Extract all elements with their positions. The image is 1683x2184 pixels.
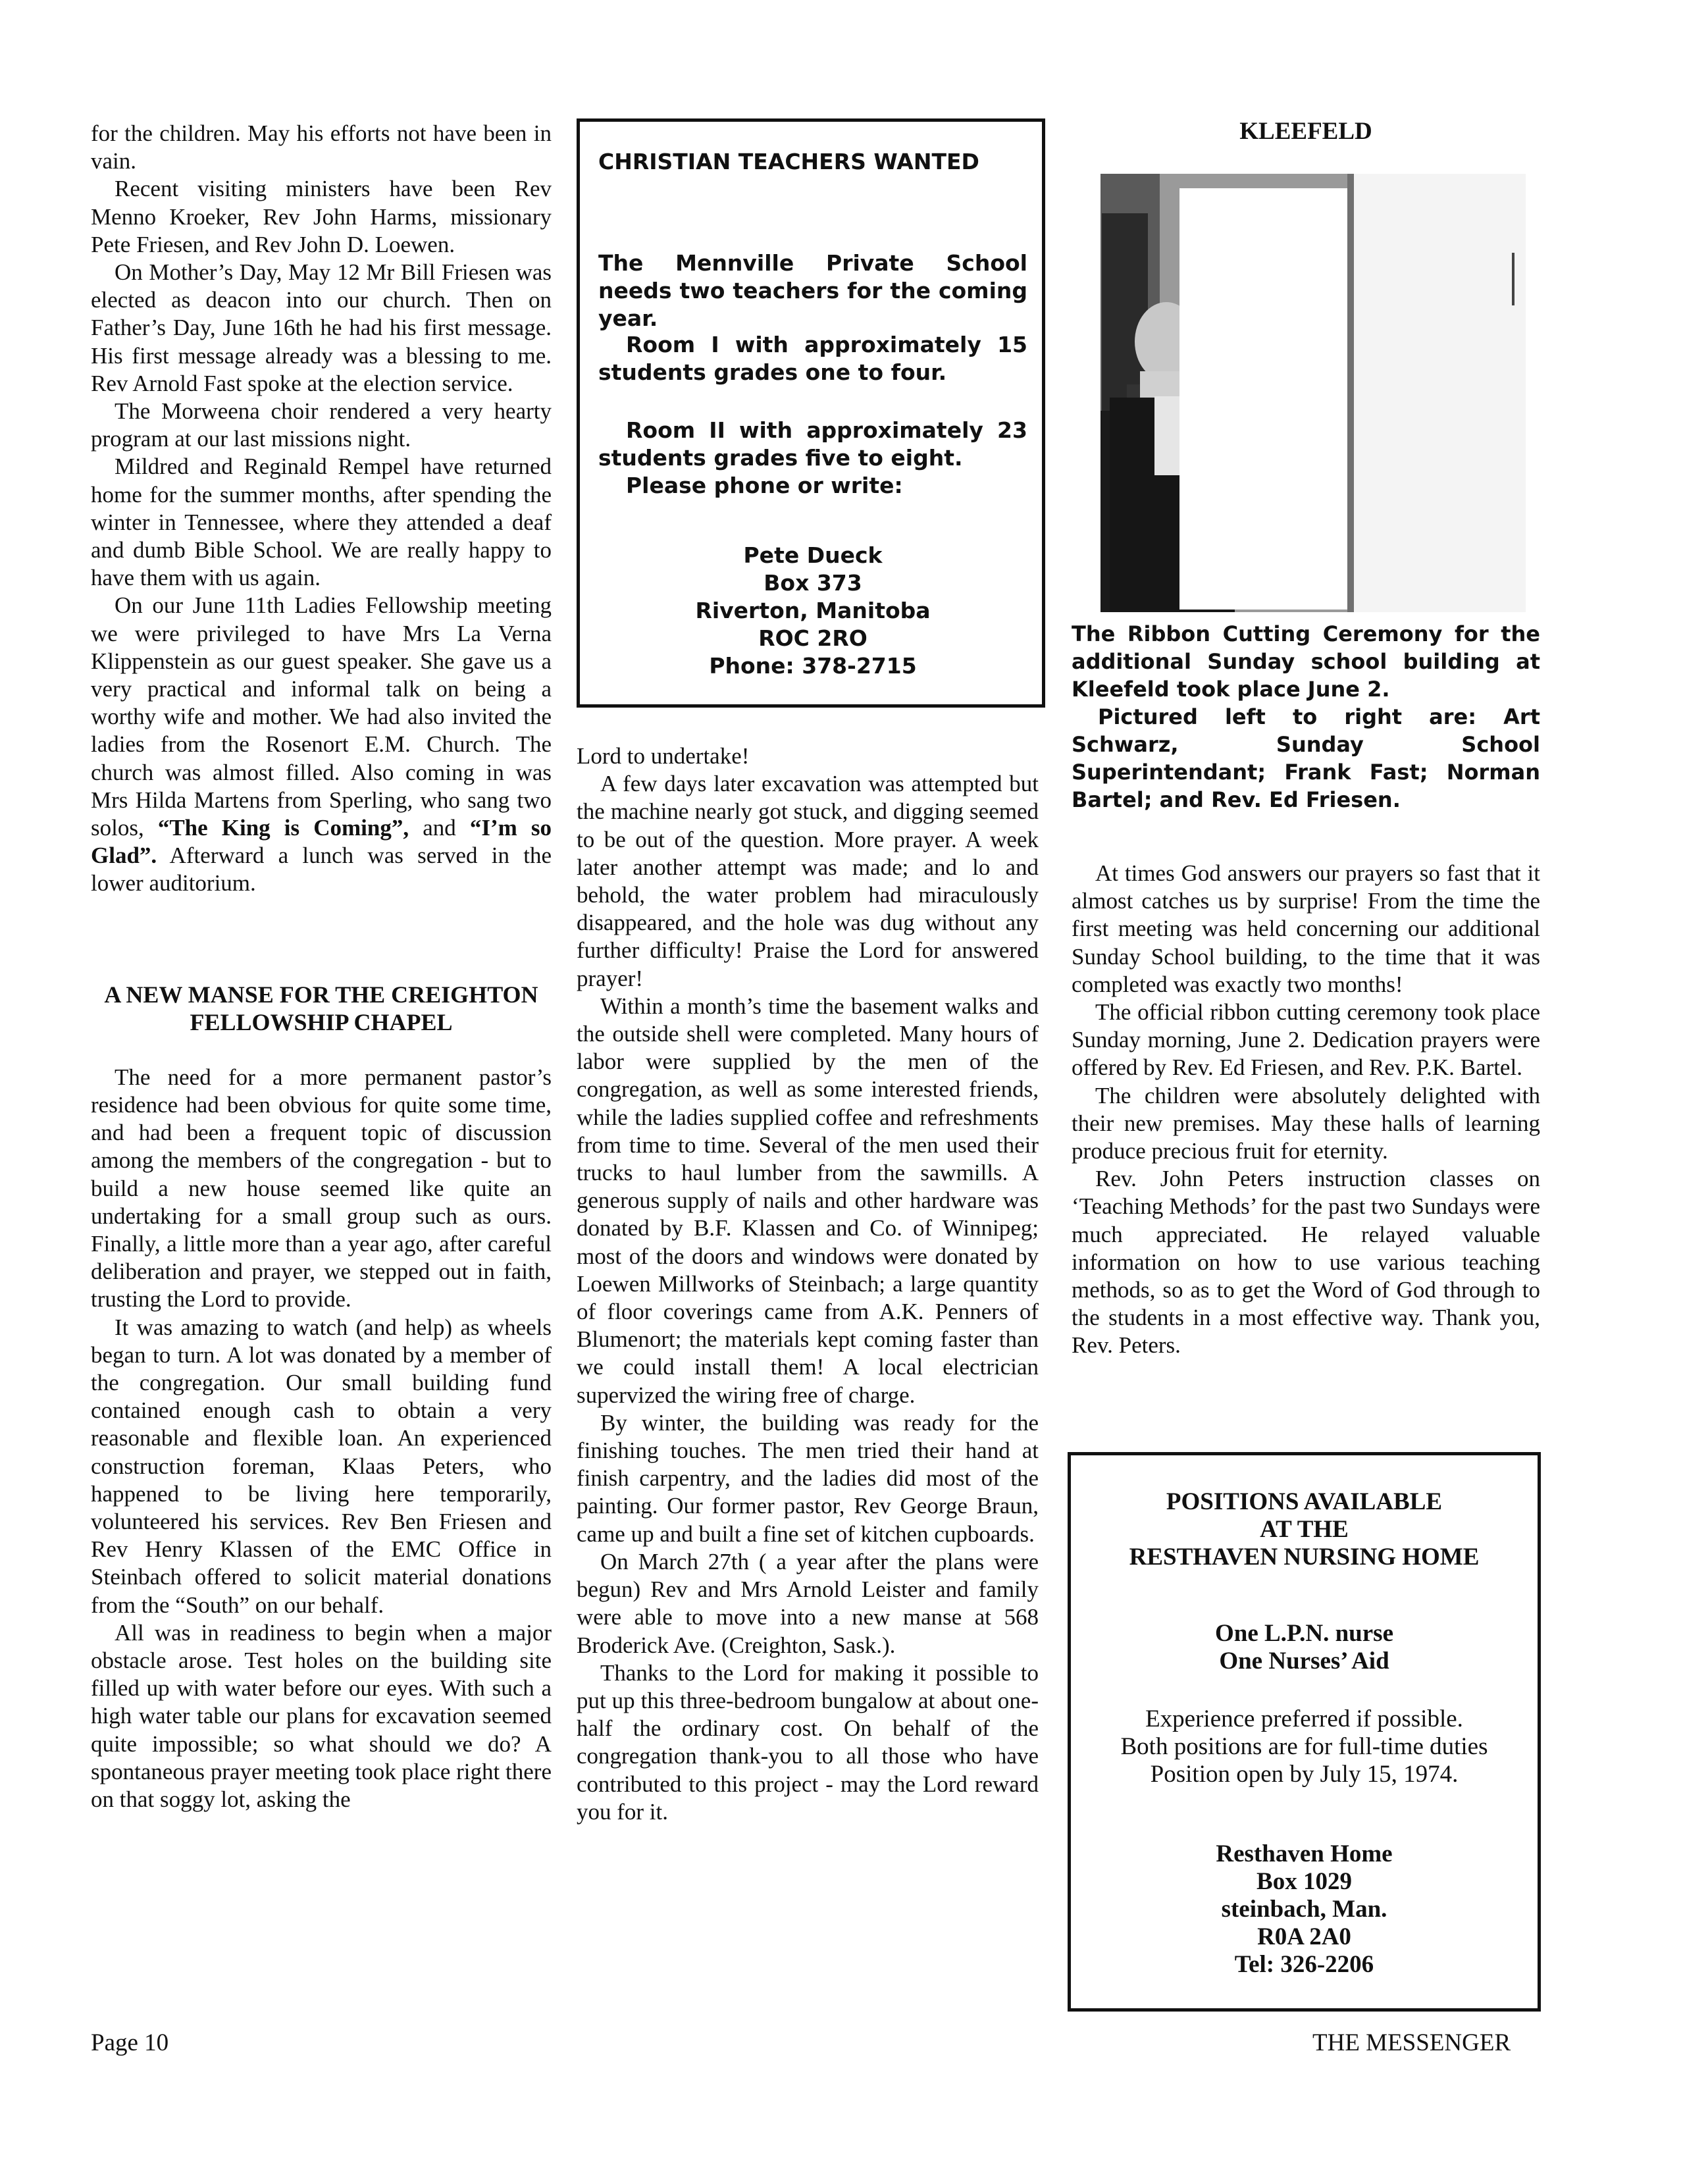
article-text: On our June 11th Ladies Fellowship meeting we were privileged to have Mrs La Verna Klippenstein as our guest speaker. She gave us a very practical and informal talk on being a worthy wife and mother. We had also invited the ladies from the Rosenort E.M. Church. The church was almost filled. Also coming in was Mrs Hilda Martens from Sperling, who sang two solos, “The King is Coming”, and “I’m so Glad”. Afterward a lunch was served in the lower auditorium. (91, 592, 552, 897)
song-title: “The King is Coming”, (157, 815, 409, 841)
article-text: for the children. May his efforts not have been in vain. (91, 120, 552, 174)
article-text: Within a month’s time the basement walks and the outside shell were completed. Many hours of labor were supplied by the men of the congregation, as well as some interested friends, while the ladies supplied coffee and refreshments from time to time. Several of the men used their trucks to haul lumber from the sawmills. A generous supply of nails and other hardware was donated by B.F. Klassen and Co. of Winnipeg; most of the doors and windows were donated by Loewen Millworks of Steinbach; a large quantity of floor coverings came from A.K. Penners of Blumenort; the materials kept coming faster than we could install them! A local electrician supervized the wiring free of charge. (577, 993, 1039, 1408)
article-text: The Morweena choir rendered a very hearty program at our last missions night. (91, 398, 552, 452)
article-text: Lord to undertake! (577, 743, 750, 769)
ad-room-2: Room II with approximately 23 students grades five to eight. (598, 417, 1027, 471)
article-text: The children were absolutely delighted with their new premises. May these halls of learning produce precious fruit for eternity. (1072, 1082, 1540, 1164)
page-number: Page 10 (91, 2029, 169, 2056)
article-text: Rev. John Peters instruction classes on ‘Teaching Methods’ for the past two Sundays were much appreciated. He relayed valuable information on how to use various teaching methods, so as to get the Word of God through to the students in a most effective way. Thank you, Rev. Peters. (1072, 1166, 1540, 1359)
column-right (1072, 860, 1540, 1360)
article-text: All was in readiness to begin when a major obstacle arose. Test holes on the building site filled up with water before our eyes. With such a high water table our plans for excavation seemed quite impossible; so what should we do? A spontaneous prayer meeting took place right there on that soggy lot, asking the (91, 1619, 552, 1812)
column-left (91, 120, 552, 1813)
resthaven-positions-ad (1068, 1452, 1541, 2012)
article-text: By winter, the building was ready for the finishing touches. The men tried their hand at finish carpentry, and the ladies did most of the painting. Our former pastor, Rev George Braun, came up and built a fine set of kitchen cupboards. (577, 1409, 1039, 1547)
song-title: “I’m so Glad”. (91, 815, 552, 869)
article-text: A few days later excavation was attempted but the machine nearly got stuck, and digging seemed to be out of the question. More prayer. A week later another attempt was made; and lo and behold, the water problem had miraculously disappeared, and the hole was dug without any further difficulty! Praise the Lord for answered prayer! (577, 771, 1039, 991)
ad-contact-prompt: Please phone or write: (626, 473, 903, 498)
article-text: It was amazing to watch (and help) as wheels began to turn. A lot was donated by a member of the congregation. Our small building fund contained enough cash to obtain a very reasonable and flexible loan. An experienced construction foreman, Klaas Peters, who happened to be living here temporarily, volunteered his services. Rev Ben Friesen and Rev Henry Klassen of the EMC Office in Steinbach offered to solicit material donations from the “South” on our behalf. (91, 1314, 552, 1618)
article-text: Recent visiting ministers have been Rev Menno Kroeker, Rev John Harms, missionary Pete Friesen, and Rev John D. Loewen. (91, 176, 552, 257)
article-text: On March 27th ( a year after the plans were begun) Rev and Mrs Arnold Leister and family were able to move into a new manse at 568 Broderick Ave. (Creighton, Sask.). (577, 1548, 1039, 1658)
article-text: At times God answers our prayers so fast that it almost catches us by surprise! From the time the first meeting was held concerning our additional Sunday School building, to the time that it was completed was exactly two months! (1072, 860, 1540, 997)
article-text: Thanks to the Lord for making it possible to put up this three-bedroom bungalow at about one-half the ordinary cost. On behalf of the congregation thank-you to all those who have contributed to this project - may the Lord reward you for it. (577, 1659, 1039, 1825)
article-text: The need for a more permanent pastor’s residence had been obvious for quite some time, and had been a frequent topic of discussion among the members of the congregation - but to build a new house seemed like quite an undertaking for a small group such as ours. Finally, a little more than a year ago, after careful deliberation and prayer, we stepped out in faith, trusting the Lord to provide. (91, 1064, 552, 1313)
ribbon-cutting-photo (1100, 174, 1526, 612)
ad-contact: Resthaven Home Box 1029 steinbach, Man. R0A 2A0 Tel: 326-2206 (1216, 1840, 1393, 1978)
ad-title: POSITIONS AVAILABLE AT THE RESTHAVEN NURSING HOME (1129, 1488, 1480, 1571)
ad-room-1: Room I with approximately 15 students grades one to four. (598, 332, 1027, 385)
ad-requirements: Experience preferred if possible. Both positions are for full-time duties Position open by July 15, 1974. (1120, 1705, 1488, 1788)
article-text: Mildred and Reginald Rempel have returned home for the summer months, after spending the winter in Tennessee, where they attended a deaf and dumb Bible School. We are really happy to have them with us again. (91, 454, 552, 591)
section-heading: KLEEFELD (1239, 118, 1372, 145)
article-heading: A NEW MANSE FOR THE CREIGHTON FELLOWSHIP CHAPEL (104, 981, 538, 1035)
publication-name: THE MESSENGER (1312, 2029, 1511, 2056)
ad-positions: One L.P.N. nurse One Nurses’ Aid (1214, 1620, 1394, 1675)
article-text: On Mother’s Day, May 12 Mr Bill Friesen was elected as deacon into our church. Then on Father’s Day, June 16th he had his first message. His first message already was a blessing to me. Rev Arnold Fast spoke at the election service. (91, 259, 552, 396)
photo-caption: The Ribbon Cutting Ceremony for the additional Sunday school building at Kleefeld took place June 2. Pictured left to right are: Art Schwarz, Sunday School Superintendant; Frank Fast; Norman Bartel; and Rev. Ed Friesen. (1072, 621, 1540, 812)
ad-contact: Pete Dueck Box 373 Riverton, Manitoba ROC 2RO Phone: 378-2715 (695, 542, 931, 679)
teachers-wanted-ad (577, 118, 1045, 708)
ad-intro: The Mennville Private School needs two teachers for the coming year. (598, 250, 1027, 331)
column-middle (577, 742, 1039, 1826)
ad-title: CHRISTIAN TEACHERS WANTED (598, 149, 979, 174)
article-text: The official ribbon cutting ceremony took place Sunday morning, June 2. Dedication prayers were offered by Rev. Ed Friesen, and Rev. P.K. Bartel. (1072, 999, 1540, 1081)
